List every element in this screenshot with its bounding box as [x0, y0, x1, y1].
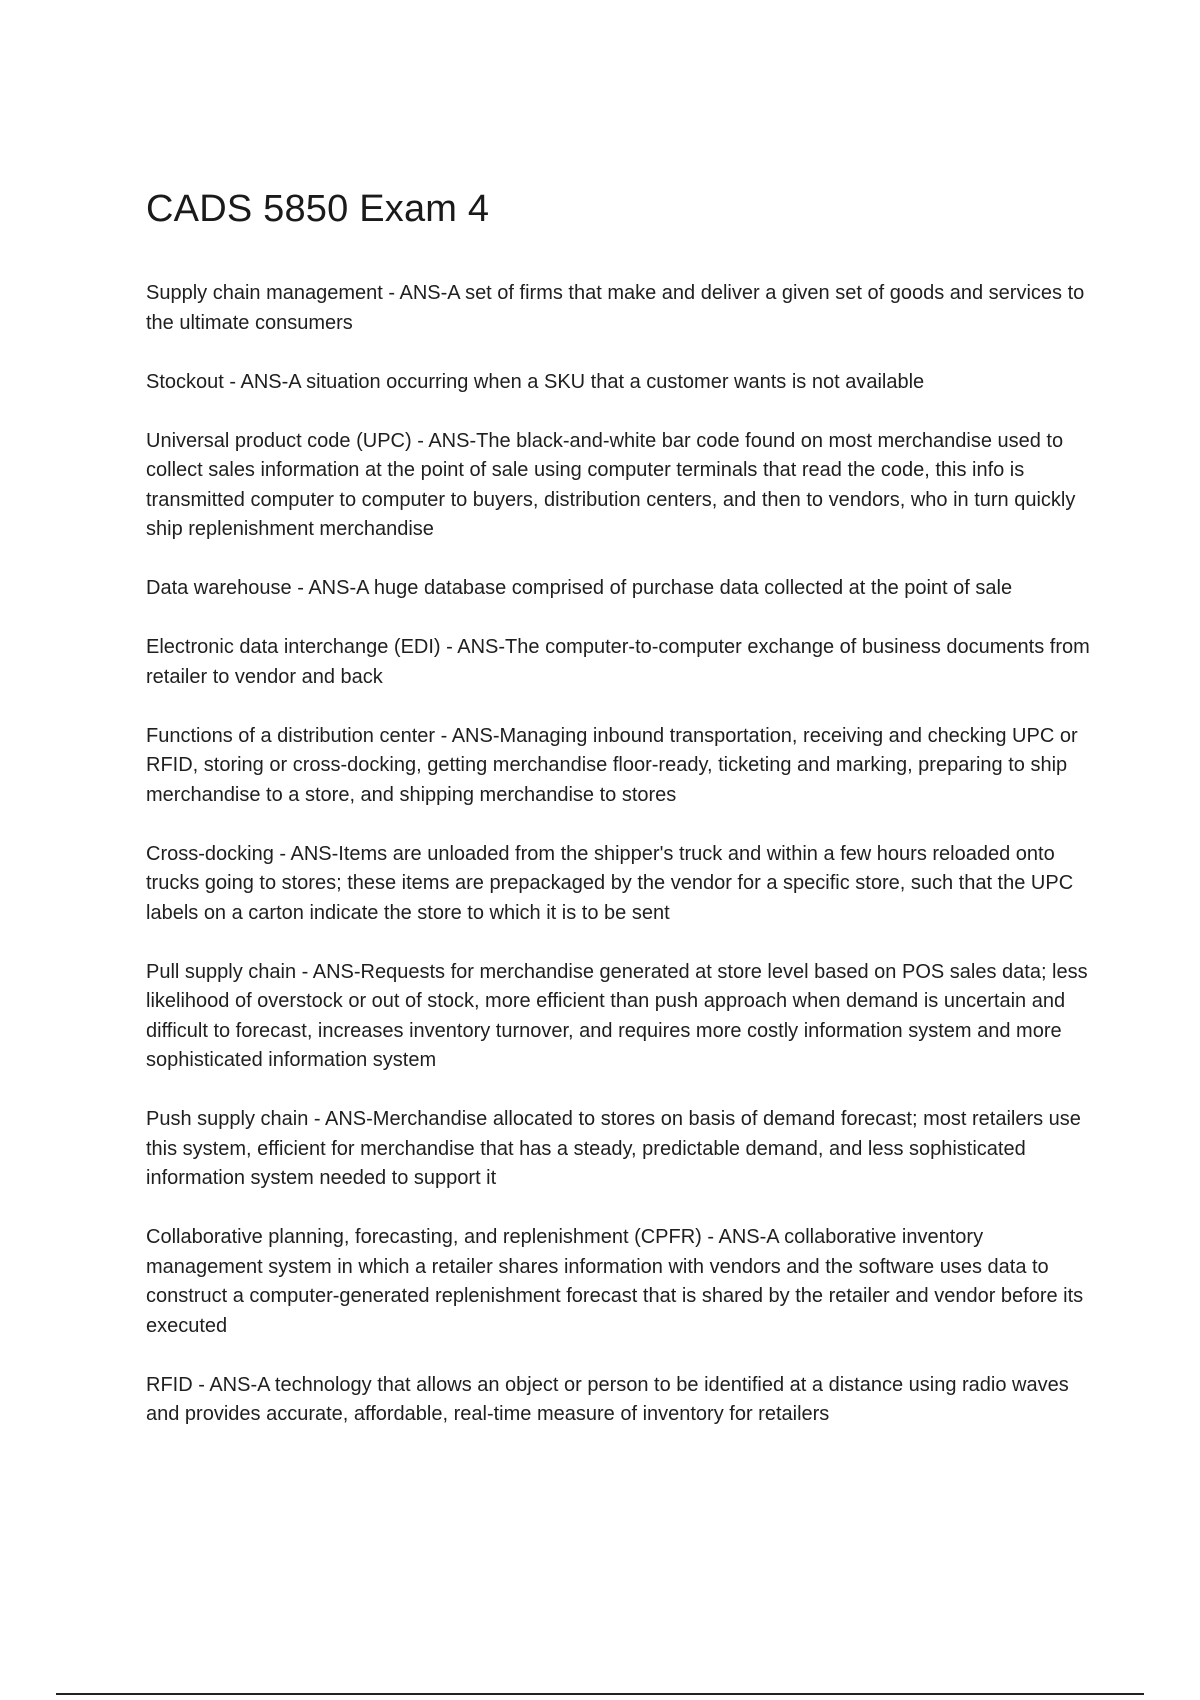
- entry-stockout: Stockout - ANS-A situation occurring when a SKU that a customer wants is not available: [146, 370, 925, 393]
- entry-universal-product-code: Universal product code (UPC) - ANS-The black-and-white bar code found on most merchandise used to collect sales information at the point of sale using computer terminals that read the code, this info is transmitted computer to computer to buyers, distribution centers, and then to vendors, who in turn quickly ship replenishment merchandise: [146, 429, 1076, 540]
- entry-electronic-data-interchange: Electronic data interchange (EDI) - ANS-The computer-to-computer exchange of business documents from retailer to vendor and back: [146, 636, 1090, 688]
- entry-rfid: RFID - ANS-A technology that allows an object or person to be identified at a distance using radio waves and provides accurate, affordable, real-time measure of inventory for retailers: [146, 1373, 1069, 1425]
- entry-distribution-center-functions: Functions of a distribution center - ANS-Managing inbound transportation, receiving and checking UPC or RFID, storing or cross-docking, getting merchandise floor-ready, ticketing and marking, preparing to ship merchandise to a store, and shipping merchandise to stores: [146, 724, 1078, 806]
- entry-pull-supply-chain: Pull supply chain - ANS-Requests for merchandise generated at store level based on POS sales data; less likelihood of overstock or out of stock, more efficient than push approach when demand is uncertain and difficult to forecast, increases inventory turnover, and requires more costly information system and more sophisticated information system: [146, 960, 1088, 1071]
- entry-cpfr: Collaborative planning, forecasting, and replenishment (CPFR) - ANS-A collaborative inventory management system in which a retailer shares information with vendors and the software uses data to construct a computer-generated replenishment forecast that is shared by the retailer and vendor before its executed: [146, 1226, 1084, 1337]
- entry-data-warehouse: Data warehouse - ANS-A huge database comprised of purchase data collected at the point of sale: [146, 577, 1013, 599]
- entry-list: [146, 279, 1096, 1459]
- footer-divider: [56, 1693, 1144, 1695]
- document-title: CADS 5850 Exam 4: [146, 188, 490, 230]
- entry-push-supply-chain: Push supply chain - ANS-Merchandise allocated to stores on basis of demand forecast; most retailers use this system, efficient for merchandise that has a steady, predictable demand, and less sophisticated information system needed to support it: [146, 1108, 1081, 1189]
- entry-cross-docking: Cross-docking - ANS-Items are unloaded from the shipper's truck and within a few hours reloaded onto trucks going to stores; these items are prepackaged by the vendor for a specific store, such that the UPC labels on a carton indicate the store to which it is to be sent: [146, 842, 1074, 924]
- entry-supply-chain-management: Supply chain management - ANS-A set of firms that make and deliver a given set of goods and services to the ultimate consumers: [146, 282, 1085, 334]
